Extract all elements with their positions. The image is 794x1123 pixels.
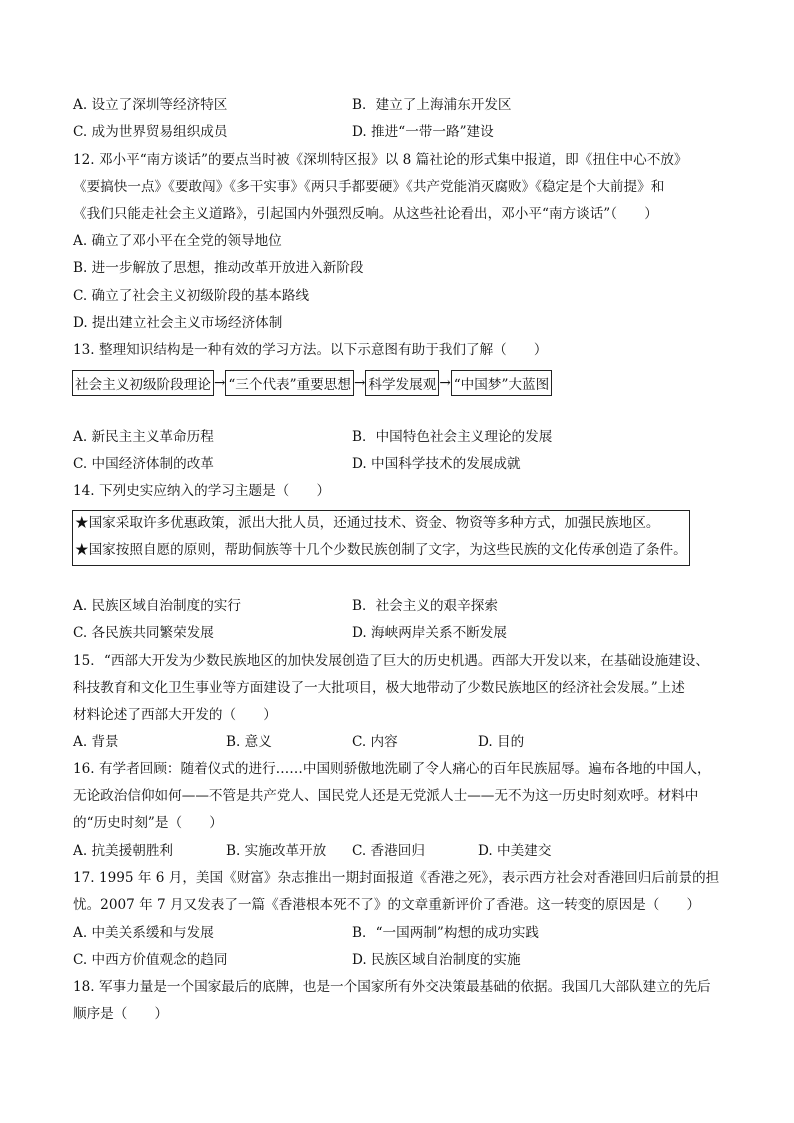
q15-option-a: A. 背景 bbox=[73, 734, 119, 750]
q13-stem: 13. 整理知识结构是一种有效的学习方法。以下示意图有助于我们了解（ ） bbox=[73, 342, 548, 358]
flow-arrow-icon: → bbox=[439, 375, 451, 391]
flow-arrow-icon: → bbox=[213, 375, 226, 391]
q14-option-a: A. 民族区域自治制度的实行 bbox=[73, 598, 241, 614]
q16-stem-line-2: 无论政治信仰如何——不管是共产党人、国民党人还是无党派人士——无不为这一历史时刻欢呼。材料中 bbox=[73, 788, 699, 804]
material-line-2: ★国家按照自愿的原则，帮助侗族等十几个少数民族创制了文字，为这些民族的文化传承创造了条件。 bbox=[75, 542, 687, 558]
q17-stem-line-1: 17. 1995 年 6 月，美国《财富》杂志推出一期封面报道《香港之死》，表示西方社会对香港回归后前景的担 bbox=[73, 870, 720, 886]
q11-option-a: A. 设立了深圳等经济特区 bbox=[73, 97, 228, 113]
material-line-1: ★国家采取许多优惠政策，派出大批人员，还通过技术、资金、物资等多种方式，加强民族地区。 bbox=[75, 515, 660, 531]
q15-stem-line-1: 15．“西部大开发为少数民族地区的加快发展创造了巨大的历史机遇。西部大开发以来，在基础设施建设、 bbox=[73, 653, 709, 669]
q18-stem-line-1: 18. 军事力量是一个国家最后的底牌，也是一个国家所有外交决策最基础的依据。我国几大部队建立的先后 bbox=[73, 979, 711, 995]
q12-stem-line-3: 《我们只能走社会主义道路》，引起国内外强烈反响。从这些社论看出，邓小平“南方谈话”（ ） bbox=[73, 206, 658, 222]
q12-stem-line-2: 《要搞快一点》《要敢闯》《多干实事》《两只手都要硬》《共产党能消灭腐败》《稳定是个大前提》和 bbox=[73, 179, 665, 195]
q13-option-d: D. 中国科学技术的发展成就 bbox=[352, 456, 521, 472]
q12-option-d: D. 提出建立社会主义市场经济体制 bbox=[73, 315, 283, 331]
q14-option-d: D. 海峡两岸关系不断发展 bbox=[352, 625, 507, 641]
q16-option-c: C. 香港回归 bbox=[352, 843, 425, 859]
q15-stem-line-3: 材料论述了西部大开发的（ ） bbox=[73, 707, 277, 723]
q14-option-c: C. 各民族共同繁荣发展 bbox=[73, 625, 214, 641]
q14-material-box bbox=[72, 510, 690, 566]
q11-option-b: B．建立了上海浦东开发区 bbox=[352, 97, 512, 113]
q13-option-a: A. 新民主主义革命历程 bbox=[73, 429, 214, 445]
flow-box-3: 科学发展观 bbox=[365, 370, 439, 396]
q12-option-c: C. 确立了社会主义初级阶段的基本路线 bbox=[73, 288, 310, 304]
q12-stem-line-1: 12. 邓小平“南方谈话”的要点当时被《深圳特区报》以 8 篇社论的形式集中报道，即《扭住中心不放》 bbox=[73, 152, 688, 168]
q11-option-c: C. 成为世界贸易组织成员 bbox=[73, 124, 228, 140]
q16-option-b: B. 实施改革开放 bbox=[226, 843, 327, 859]
flow-box-1: 社会主义初级阶段理论 bbox=[72, 370, 214, 396]
q16-stem-line-1: 16. 有学者回顾：随着仪式的进行……中国则骄傲地洗刷了令人痛心的百年民族屈辱。遍布各地的中国人， bbox=[73, 761, 711, 777]
q15-option-c: C. 内容 bbox=[352, 734, 398, 750]
q13-option-c: C. 中国经济体制的改革 bbox=[73, 456, 214, 472]
q14-stem: 14. 下列史实应纳入的学习主题是（ ） bbox=[73, 483, 331, 499]
q12-option-b: B. 进一步解放了思想，推动改革开放进入新阶段 bbox=[73, 260, 364, 276]
q15-option-d: D. 目的 bbox=[478, 734, 525, 750]
q16-stem-line-3: 的“历史时刻”是（ ） bbox=[73, 815, 223, 831]
q15-option-b: B. 意义 bbox=[226, 734, 272, 750]
q17-option-c: C. 中西方价值观念的趋同 bbox=[73, 952, 228, 968]
q18-stem-line-2: 顺序是（ ） bbox=[73, 1006, 169, 1022]
q16-option-a: A. 抗美援朝胜利 bbox=[73, 843, 174, 859]
q16-option-d: D. 中美建交 bbox=[478, 843, 552, 859]
q13-option-b: B．中国特色社会主义理论的发展 bbox=[352, 429, 553, 445]
q12-option-a: A. 确立了邓小平在全党的领导地位 bbox=[73, 233, 282, 249]
q17-option-b: B．“一国两制”构想的成功实践 bbox=[352, 925, 540, 941]
q17-option-a: A. 中美关系缓和与发展 bbox=[73, 925, 214, 941]
flow-arrow-icon: → bbox=[353, 375, 366, 391]
q11-option-d: D. 推进“一带一路”建设 bbox=[352, 124, 494, 140]
q13-flow-diagram bbox=[72, 370, 552, 396]
flow-box-4: “中国梦”大蓝图 bbox=[451, 370, 552, 396]
q15-stem-line-2: 科技教育和文化卫生事业等方面建设了一大批项目，极大地带动了少数民族地区的经济社会发展。”上述 bbox=[73, 680, 685, 696]
q17-stem-line-2: 忧。2007 年 7 月又发表了一篇《香港根本死不了》的文章重新评价了香港。这一转变的原因是（ ） bbox=[73, 897, 701, 913]
q17-option-d: D. 民族区域自治制度的实施 bbox=[352, 952, 521, 968]
flow-box-2: “三个代表”重要思想 bbox=[225, 370, 354, 396]
q14-option-b: B．社会主义的艰辛探索 bbox=[352, 598, 498, 614]
